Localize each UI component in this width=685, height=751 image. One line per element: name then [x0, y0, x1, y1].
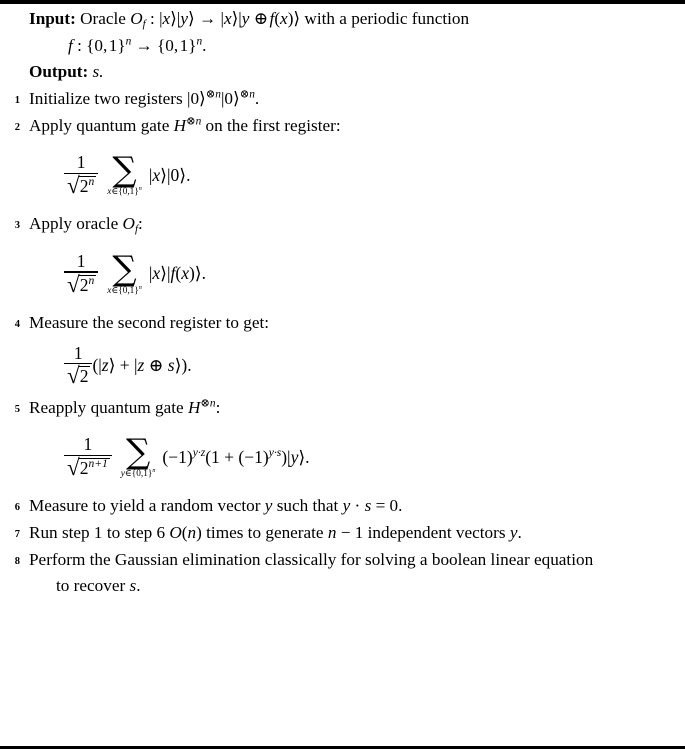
- step-row-2: [2, 113, 681, 140]
- fraction-denominator-4: [64, 362, 92, 389]
- top-rule: [0, 0, 685, 4]
- function-signature: f : {0, 1}$^n$ → {0, 1}$^n$.: [68, 34, 207, 55]
- hadamard-tensor-n-5: $H^{\otimes n}$: [187, 396, 216, 417]
- sigma-icon-5: ∑: [125, 432, 151, 473]
- step-text-4: Measure the second register to get:: [29, 312, 270, 332]
- oracle-colon: :: [150, 9, 155, 28]
- step-row-1: [2, 86, 681, 113]
- step-number-2: 2: [14, 121, 20, 133]
- summation-limit-5: $y\in\{0,1\}^n$: [120, 468, 156, 480]
- sqrt-2: [66, 362, 90, 389]
- step-row-7: [2, 520, 681, 547]
- input-oracle-expression: [80, 9, 304, 31]
- sigma-icon-3: ∑: [112, 248, 137, 289]
- input-domain-content: [20, 33, 681, 60]
- fraction-1-over-sqrt-2n1: [64, 434, 112, 481]
- equation-2-body: |x⟩|0⟩.: [148, 164, 191, 185]
- equation-step-2: [2, 139, 681, 211]
- bottom-rule: [0, 746, 685, 749]
- step-text-3: Apply oracle $O_f$:: [29, 214, 143, 236]
- equation-step-5: [2, 421, 681, 493]
- radicand: 2$^n$: [79, 176, 95, 197]
- step-text-6: Measure to yield a random vector y such that y · s = 0.: [29, 496, 403, 516]
- fraction-numerator-3: 1: [76, 250, 86, 271]
- step-number-8: 8: [14, 555, 20, 567]
- sigma-icon: ∑: [112, 150, 137, 191]
- equation-step-4: [2, 337, 681, 395]
- fraction-denominator: [64, 172, 98, 199]
- ket-x: |x⟩: [159, 9, 177, 28]
- output-value: s.: [92, 62, 104, 82]
- input-text-oracle: Oracle: [80, 9, 126, 28]
- two-registers-expression: |0⟩$^{\otimes n}$|0⟩$^{\otimes n}$.: [186, 88, 260, 108]
- radical-sign-5: √: [67, 454, 80, 481]
- input-text-periodic: with a periodic function: [304, 9, 470, 28]
- step-text-7: Run step 1 to step 6 O(n) times to generate n − 1 independent vectors y.: [29, 522, 522, 542]
- radicand-4: 2: [79, 366, 89, 387]
- step-1-prefix: Initialize two registers: [29, 88, 183, 108]
- summation-limit-3: $x\in\{0,1\}^n$: [107, 284, 142, 297]
- equation-step-3: [2, 238, 681, 310]
- fraction-denominator-3: [64, 270, 98, 297]
- step-row-4: [2, 310, 681, 337]
- step-8-continuation-text: to recover s.: [56, 576, 141, 596]
- input-content: [20, 6, 681, 33]
- step-row-3: [2, 211, 681, 238]
- summation-2: [107, 150, 142, 198]
- output-row: [2, 59, 681, 86]
- ket-y: |y⟩: [176, 9, 195, 28]
- step-number-6: 6: [14, 502, 20, 514]
- fraction-numerator-5: 1: [83, 434, 93, 455]
- summation-3: [107, 248, 142, 297]
- sqrt-2n1: [66, 454, 110, 481]
- radical-sign: √: [67, 172, 80, 199]
- output-label: Output:: [29, 62, 89, 82]
- fraction-1-over-sqrt-2: [64, 342, 92, 389]
- step-number-4: 4: [14, 318, 20, 330]
- radicand-3: 2$^n$: [79, 274, 95, 295]
- step-text-1: [20, 86, 681, 113]
- radicand-5: $2^{n+1}$: [79, 458, 108, 479]
- maps-to-arrow: →: [199, 9, 217, 28]
- step-text-5: Reapply quantum gate $H^{\otimes n}$:: [29, 396, 221, 417]
- input-row-2: [2, 33, 681, 60]
- input-row: [2, 6, 681, 33]
- radical-sign-4: √: [67, 362, 80, 389]
- summation-limit: $x\in\{0,1\}^n$: [107, 186, 142, 198]
- step-row-5: [2, 395, 681, 422]
- ket-y-xor-fx: |y ⊕ f(x)⟩: [238, 9, 301, 28]
- step-row-8: [2, 547, 681, 574]
- equation-5-body: $(-1)^{y\cdot z}(1$ + $(-1)^{y\cdot s})|y⟩$.: [162, 446, 310, 467]
- sqrt-2n-3: [66, 270, 96, 297]
- output-content: [20, 59, 681, 86]
- step-2-suffix: on the first register:: [205, 115, 341, 135]
- fraction-1-over-sqrt-2n-3: [64, 250, 98, 297]
- step-row-6: [2, 493, 681, 520]
- step-2-prefix: Apply quantum gate: [29, 115, 170, 135]
- equation-3-body: |x⟩|f(x)⟩.: [148, 263, 207, 284]
- oracle-symbol-3: $O_f$: [122, 214, 139, 236]
- oracle-symbol: $O_f$: [130, 9, 146, 31]
- step-text-2: [20, 113, 681, 140]
- step-number-1: 1: [14, 94, 20, 106]
- algorithm-body: [0, 6, 685, 743]
- step-number-3: 3: [14, 220, 20, 232]
- hadamard-tensor-n: $H^{\otimes n}$: [173, 114, 202, 135]
- step-3-prefix: Apply oracle: [29, 214, 119, 234]
- equation-4-body: (|z⟩ + |z ⊕ s⟩).: [92, 355, 192, 376]
- ket-x-2: |x⟩: [220, 9, 239, 28]
- fraction-1-over-sqrt-2n: [64, 152, 98, 199]
- input-label: Input:: [29, 9, 76, 28]
- step-row-8-continuation: [2, 573, 681, 600]
- summation-5: [120, 432, 156, 480]
- radical-sign-3: √: [67, 270, 80, 297]
- step-5-prefix: Reapply quantum gate: [29, 397, 184, 417]
- step-text-8: Perform the Gaussian elimination classically for solving a boolean linear equation: [29, 549, 594, 569]
- fraction-numerator-4: 1: [73, 342, 83, 363]
- fraction-numerator: 1: [76, 152, 86, 173]
- fraction-denominator-5: [64, 454, 112, 481]
- sqrt-2n: [66, 172, 96, 199]
- step-number-5: 5: [14, 403, 20, 415]
- step-number-7: 7: [14, 528, 20, 540]
